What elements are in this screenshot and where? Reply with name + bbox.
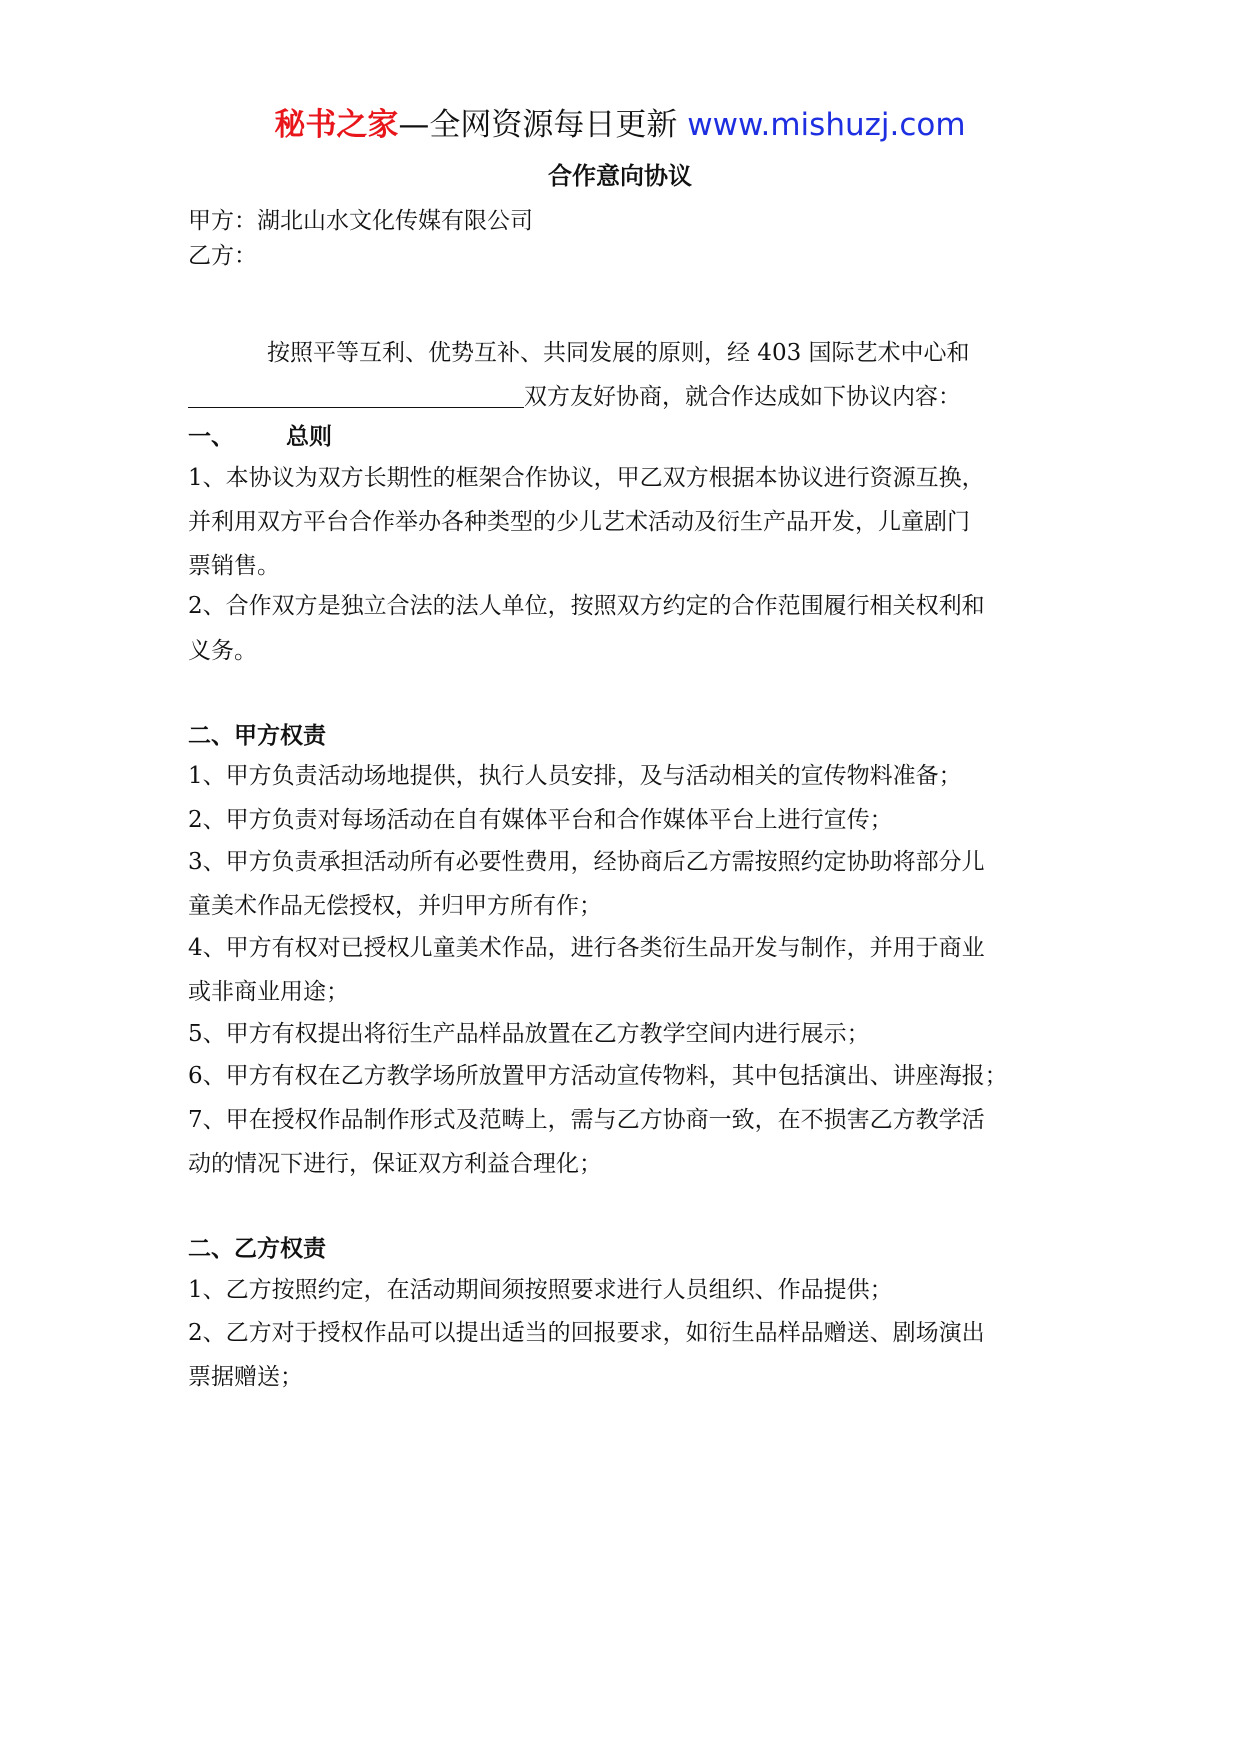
section-2-line: 2、甲方负责对每场活动在自有媒体平台和合作媒体平台上进行宣传；	[188, 807, 893, 833]
section-2-heading: 二、甲方权责	[188, 723, 326, 749]
section-2-line: 动的情况下进行，保证双方利益合理化；	[188, 1151, 602, 1177]
intro-line-2-text: 双方友好协商，就合作达成如下协议内容：	[524, 384, 961, 410]
section-3-line: 1、乙方按照约定，在活动期间须按照要求进行人员组织、作品提供；	[188, 1277, 893, 1303]
section-2-line: 4、甲方有权对已授权儿童美术作品，进行各类衍生品开发与制作，并用于商业	[188, 935, 985, 961]
brand-name: 秘书之家	[274, 107, 399, 143]
section-3-line: 票据赠送；	[188, 1364, 303, 1390]
section-1-heading	[188, 414, 1068, 460]
section-1-number: 一、	[188, 424, 234, 450]
banner-url[interactable]: www.mishuzj.com	[687, 107, 966, 143]
section-1-line: 票销售。	[188, 553, 280, 579]
party-b: 乙方：	[188, 243, 257, 269]
intro-line-1: 按照平等互利、优势互补、共同发展的原则，经 403 国际艺术中心和	[267, 340, 970, 366]
blank-underline	[188, 379, 524, 408]
section-2-line: 或非商业用途；	[188, 979, 349, 1005]
section-1-line: 义务。	[188, 638, 257, 664]
section-2-line: 5、甲方有权提出将衍生产品样品放置在乙方教学空间内进行展示；	[188, 1021, 870, 1047]
section-2-line: 6、甲方有权在乙方教学场所放置甲方活动宣传物料，其中包括演出、讲座海报；	[188, 1063, 1008, 1089]
section-1-line: 2、合作双方是独立合法的法人单位，按照双方约定的合作范围履行相关权利和	[188, 593, 985, 619]
section-1-title: 总则	[286, 424, 332, 450]
section-2-line: 童美术作品无偿授权，并归甲方所有作；	[188, 893, 602, 919]
document-title: 合作意向协议	[548, 162, 692, 190]
section-1-line: 并利用双方平台合作举办各种类型的少儿艺术活动及衍生产品开发，儿童剧门	[188, 509, 970, 535]
section-2-line: 7、甲在授权作品制作形式及范畴上，需与乙方协商一致，在不损害乙方教学活	[188, 1107, 985, 1133]
section-3-heading: 二、乙方权责	[188, 1236, 326, 1262]
site-banner	[0, 100, 1240, 150]
banner-slogan: —全网资源每日更新	[398, 107, 678, 143]
section-3-line: 2、乙方对于授权作品可以提出适当的回报要求，如衍生品样品赠送、剧场演出	[188, 1320, 985, 1346]
section-2-line: 3、甲方负责承担活动所有必要性费用，经协商后乙方需按照约定协助将部分儿	[188, 849, 985, 875]
section-2-line: 1、甲方负责活动场地提供，执行人员安排，及与活动相关的宣传物料准备；	[188, 763, 962, 789]
section-1-line: 1、本协议为双方长期性的框架合作协议，甲乙双方根据本协议进行资源互换，	[188, 465, 985, 491]
party-a: 甲方：湖北山水文化传媒有限公司	[188, 208, 533, 234]
